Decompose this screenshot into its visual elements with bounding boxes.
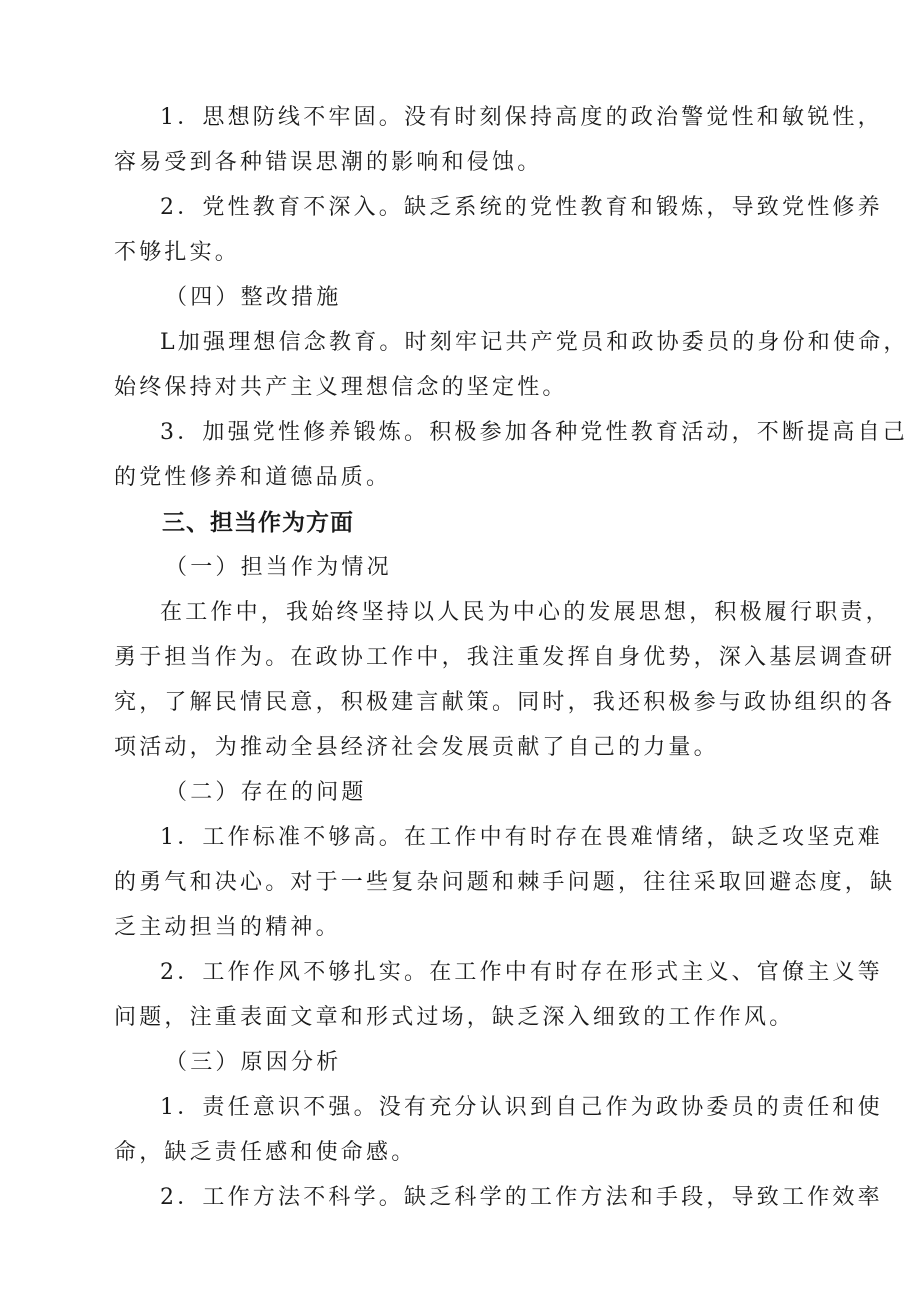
text-line-17: 问题，注重表面文章和形式过场，缺乏深入细致的工作作风。 — [114, 1005, 795, 1030]
text-line-8: 的党性修养和道德品质。 — [114, 465, 392, 490]
text-line-11: 究，了解民情民意，积极建言献策。同时，我还积极参与政协组织的各 — [114, 690, 896, 715]
subheading-causes: （三）原因分析 — [165, 1050, 342, 1075]
text-line-1: 1．思想防线不牢固。没有时刻保持高度的政治警觉性和敏锐性， — [160, 105, 883, 130]
section-heading-3: 三、担当作为方面 — [162, 510, 354, 536]
text-line-5: L加强理想信念教育。时刻牢记共产党员和政协委员的身份和使命， — [160, 330, 909, 355]
text-line-4: 不够扎实。 — [114, 240, 241, 265]
text-line-18: 1．责任意识不强。没有充分认识到自己作为政协委员的责任和使 — [160, 1095, 883, 1120]
text-line-19: 命，缺乏责任感和使命感。 — [114, 1140, 417, 1165]
text-line-13: 1．工作标准不够高。在工作中有时存在畏难情绪，缺乏攻坚克难 — [160, 825, 883, 850]
text-line-16: 2．工作作风不够扎实。在工作中有时存在形式主义、官僚主义等 — [160, 960, 883, 985]
text-line-6: 始终保持对共产主义理想信念的坚定性。 — [114, 375, 568, 400]
text-line-14: 的勇气和决心。对于一些复杂问题和棘手问题，往往采取回避态度，缺 — [114, 870, 896, 895]
text-line-9: 在工作中，我始终坚持以人民为中心的发展思想，积极履行职责， — [160, 600, 891, 625]
text-line-20: 2．工作方法不科学。缺乏科学的工作方法和手段，导致工作效率 — [160, 1185, 883, 1210]
text-line-2: 容易受到各种错误思潮的影响和侵蚀。 — [114, 150, 543, 175]
text-line-12: 项活动，为推动全县经济社会发展贡献了自己的力量。 — [114, 735, 719, 760]
subheading-performance: （一）担当作为情况 — [165, 555, 392, 580]
text-line-15: 乏主动担当的精神。 — [114, 915, 341, 940]
text-line-7: 3．加强党性修养锻炼。积极参加各种党性教育活动，不断提高自己 — [160, 420, 908, 445]
text-line-10: 勇于担当作为。在政协工作中，我注重发挥自身优势，深入基层调查研 — [114, 645, 896, 670]
subheading-rectification: （四）整改措施 — [165, 285, 342, 310]
subheading-problems: （二）存在的问题 — [165, 780, 367, 805]
text-line-3: 2．党性教育不深入。缺乏系统的党性教育和锻炼，导致党性修养 — [160, 195, 883, 220]
